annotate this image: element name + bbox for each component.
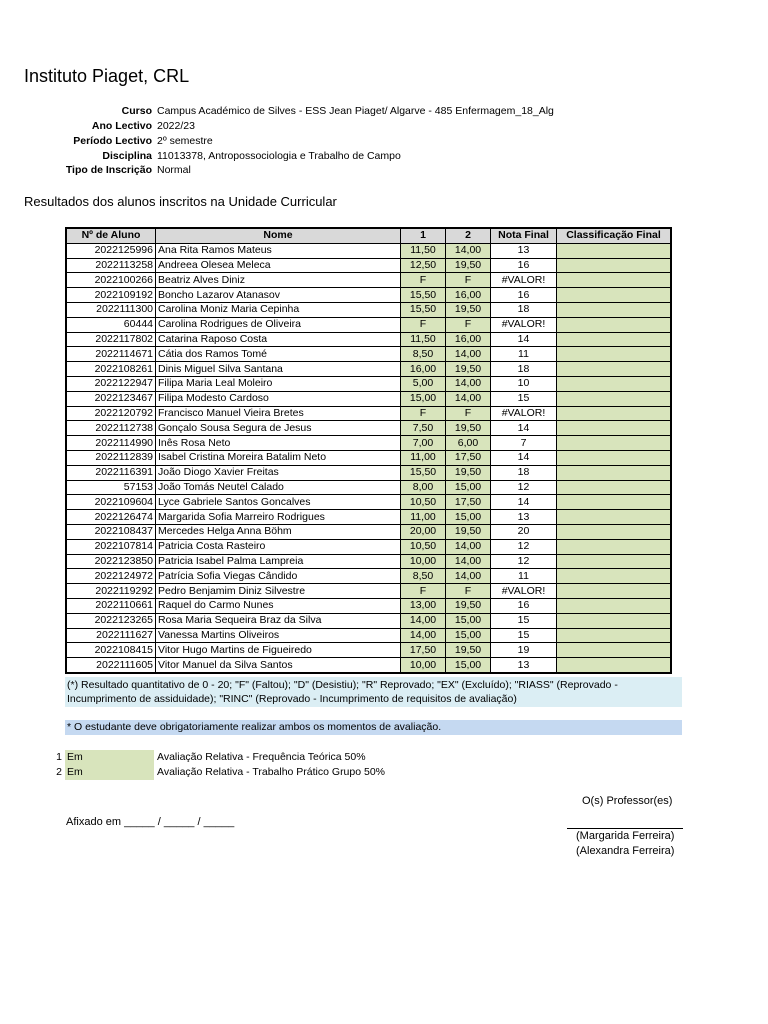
- final-classification: [557, 510, 671, 525]
- table-row: [67, 510, 671, 525]
- final-grade: 16: [491, 288, 557, 303]
- professor-title: O(s) Professor(es): [582, 795, 673, 807]
- grade-2: 14,00: [446, 554, 491, 569]
- assessment-number: 1: [56, 751, 62, 763]
- student-name: Ana Rita Ramos Mateus: [156, 243, 401, 258]
- student-number: 2022114990: [67, 436, 156, 451]
- grade-1: 17,50: [401, 643, 446, 658]
- assessment-em-cell: Em: [65, 765, 154, 780]
- grade-1: 14,00: [401, 628, 446, 643]
- final-classification: [557, 376, 671, 391]
- student-number: 2022112839: [67, 450, 156, 465]
- grade-1: 8,00: [401, 480, 446, 495]
- table-row: [67, 332, 671, 347]
- section-subtitle: Resultados dos alunos inscritos na Unidade Curricular: [24, 194, 337, 209]
- grade-1: 14,00: [401, 613, 446, 628]
- final-classification: [557, 554, 671, 569]
- final-grade: 18: [491, 362, 557, 377]
- final-grade: 14: [491, 495, 557, 510]
- grade-2: 17,50: [446, 495, 491, 510]
- table-row: [67, 628, 671, 643]
- grade-2: 6,00: [446, 436, 491, 451]
- grade-1: 13,00: [401, 598, 446, 613]
- grade-1: 11,50: [401, 243, 446, 258]
- info-label: Período Lectivo: [73, 135, 152, 147]
- table-row: [67, 554, 671, 569]
- column-header-2: 2: [446, 229, 491, 244]
- final-grade: 15: [491, 391, 557, 406]
- final-classification: [557, 658, 671, 673]
- assessment-row: [0, 750, 768, 765]
- final-grade: 11: [491, 347, 557, 362]
- final-classification: [557, 243, 671, 258]
- student-name: Patrícia Sofia Viegas Cândido: [156, 569, 401, 584]
- student-number: 2022109192: [67, 288, 156, 303]
- table-row: [67, 288, 671, 303]
- student-name: Vanessa Martins Oliveiros: [156, 628, 401, 643]
- final-grade: 12: [491, 554, 557, 569]
- student-name: Lyce Gabriele Santos Goncalves: [156, 495, 401, 510]
- grade-2: 14,00: [446, 569, 491, 584]
- grade-2: F: [446, 273, 491, 288]
- table-row: [67, 362, 671, 377]
- student-name: Mercedes Helga Anna Böhm: [156, 524, 401, 539]
- table-row: [67, 302, 671, 317]
- student-name: Carolina Rodrigues de Oliveira: [156, 317, 401, 332]
- student-name: Patricia Costa Rasteiro: [156, 539, 401, 554]
- student-name: Francisco Manuel Vieira Bretes: [156, 406, 401, 421]
- student-number: 2022119292: [67, 584, 156, 599]
- student-name: Filipa Maria Leal Moleiro: [156, 376, 401, 391]
- table-row: [67, 376, 671, 391]
- table-row: [67, 391, 671, 406]
- final-classification: [557, 524, 671, 539]
- grade-1: F: [401, 584, 446, 599]
- grade-1: 11,00: [401, 510, 446, 525]
- student-name: Gonçalo Sousa Segura de Jesus: [156, 421, 401, 436]
- student-number: 2022107814: [67, 539, 156, 554]
- table-row: [67, 524, 671, 539]
- final-grade: 16: [491, 598, 557, 613]
- student-name: Raquel do Carmo Nunes: [156, 598, 401, 613]
- final-classification: [557, 347, 671, 362]
- grade-1: 8,50: [401, 347, 446, 362]
- grade-2: 19,50: [446, 421, 491, 436]
- grade-2: 14,00: [446, 376, 491, 391]
- student-name: João Tomás Neutel Calado: [156, 480, 401, 495]
- grade-1: 11,50: [401, 332, 446, 347]
- final-classification: [557, 332, 671, 347]
- table-row: [67, 613, 671, 628]
- final-grade: 14: [491, 450, 557, 465]
- student-number: 2022124972: [67, 569, 156, 584]
- student-number: 2022100266: [67, 273, 156, 288]
- final-classification: [557, 273, 671, 288]
- grade-2: 19,50: [446, 362, 491, 377]
- signature-line: [567, 828, 683, 829]
- grade-2: 14,00: [446, 243, 491, 258]
- student-name: Pedro Benjamim Diniz Silvestre: [156, 584, 401, 599]
- student-number: 2022112738: [67, 421, 156, 436]
- grade-2: 14,00: [446, 347, 491, 362]
- afixado-date-line: Afixado em _____ / _____ / _____: [66, 816, 235, 828]
- table-row: [67, 598, 671, 613]
- student-name: Catarina Raposo Costa: [156, 332, 401, 347]
- table-body: [67, 243, 671, 672]
- grade-1: 7,50: [401, 421, 446, 436]
- grade-1: F: [401, 406, 446, 421]
- student-name: Patricia Isabel Palma Lampreia: [156, 554, 401, 569]
- student-number: 2022108415: [67, 643, 156, 658]
- grade-1: 11,00: [401, 450, 446, 465]
- student-name: Rosa Maria Sequeira Braz da Silva: [156, 613, 401, 628]
- final-grade: 15: [491, 628, 557, 643]
- grade-2: F: [446, 584, 491, 599]
- student-number: 2022116391: [67, 465, 156, 480]
- legend-box: [65, 677, 682, 707]
- grade-1: 10,00: [401, 658, 446, 673]
- table-row: [67, 658, 671, 673]
- assessment-number: 2: [56, 766, 62, 778]
- final-classification: [557, 628, 671, 643]
- final-classification: [557, 391, 671, 406]
- final-classification: [557, 643, 671, 658]
- grade-1: 8,50: [401, 569, 446, 584]
- student-number: 2022111605: [67, 658, 156, 673]
- final-grade: 16: [491, 258, 557, 273]
- grade-2: 15,00: [446, 628, 491, 643]
- table-row: [67, 258, 671, 273]
- table-row: [67, 273, 671, 288]
- student-number: 2022108261: [67, 362, 156, 377]
- grade-1: F: [401, 273, 446, 288]
- table-row: [67, 569, 671, 584]
- final-grade: 20: [491, 524, 557, 539]
- grade-2: 15,00: [446, 613, 491, 628]
- final-classification: [557, 495, 671, 510]
- table-row: [67, 317, 671, 332]
- final-grade: 10: [491, 376, 557, 391]
- final-grade: #VALOR!: [491, 406, 557, 421]
- student-name: João Diogo Xavier Freitas: [156, 465, 401, 480]
- final-classification: [557, 480, 671, 495]
- student-name: Carolina Moniz Maria Cepinha: [156, 302, 401, 317]
- grade-2: F: [446, 317, 491, 332]
- grade-1: 10,00: [401, 554, 446, 569]
- final-classification: [557, 569, 671, 584]
- info-value: Campus Académico de Silves - ESS Jean Piaget/ Algarve - 485 Enfermagem_18_Alg: [157, 105, 554, 117]
- assessment-description: Avaliação Relativa - Frequência Teórica 50%: [157, 751, 366, 763]
- student-name: Vitor Manuel da Silva Santos: [156, 658, 401, 673]
- grade-1: 10,50: [401, 495, 446, 510]
- grade-1: 5,00: [401, 376, 446, 391]
- grade-1: 7,00: [401, 436, 446, 451]
- final-grade: 7: [491, 436, 557, 451]
- final-grade: 15: [491, 613, 557, 628]
- table-row: [67, 406, 671, 421]
- grade-2: 19,50: [446, 302, 491, 317]
- final-classification: [557, 317, 671, 332]
- student-name: Boncho Lazarov Atanasov: [156, 288, 401, 303]
- final-grade: 11: [491, 569, 557, 584]
- student-name: Vitor Hugo Martins de Figueiredo: [156, 643, 401, 658]
- student-number: 2022110661: [67, 598, 156, 613]
- final-grade: #VALOR!: [491, 584, 557, 599]
- final-grade: 12: [491, 480, 557, 495]
- table-row: [67, 465, 671, 480]
- student-name: Inês Rosa Neto: [156, 436, 401, 451]
- student-number: 2022123265: [67, 613, 156, 628]
- grade-1: 16,00: [401, 362, 446, 377]
- student-number: 2022117802: [67, 332, 156, 347]
- table-row: [67, 347, 671, 362]
- student-number: 57153: [67, 480, 156, 495]
- final-classification: [557, 362, 671, 377]
- grade-1: F: [401, 317, 446, 332]
- table-header-row: [67, 229, 671, 244]
- grade-1: 10,50: [401, 539, 446, 554]
- student-number: 2022123850: [67, 554, 156, 569]
- final-classification: [557, 584, 671, 599]
- final-classification: [557, 302, 671, 317]
- table-row: [67, 480, 671, 495]
- column-header-1: 1: [401, 229, 446, 244]
- grade-2: 16,00: [446, 288, 491, 303]
- table-row: [67, 643, 671, 658]
- info-value: Normal: [157, 164, 191, 176]
- final-classification: [557, 258, 671, 273]
- final-grade: 18: [491, 302, 557, 317]
- grade-2: 14,00: [446, 391, 491, 406]
- student-number: 2022122947: [67, 376, 156, 391]
- column-header-nome: Nome: [156, 229, 401, 244]
- final-grade: 13: [491, 510, 557, 525]
- grade-2: 16,00: [446, 332, 491, 347]
- grade-1: 20,00: [401, 524, 446, 539]
- final-classification: [557, 288, 671, 303]
- evaluation-note: * O estudante deve obrigatoriamente realizar ambos os momentos de avaliação.: [65, 720, 682, 735]
- final-classification: [557, 539, 671, 554]
- student-number: 2022111627: [67, 628, 156, 643]
- legend-line: Incumprimento de assiduidade); "RINC" (Reprovado - Incumprimento de requisitos de avaliação): [67, 693, 517, 705]
- student-number: 2022114671: [67, 347, 156, 362]
- grade-2: 19,50: [446, 643, 491, 658]
- final-classification: [557, 436, 671, 451]
- page-title: Instituto Piaget, CRL: [24, 66, 190, 86]
- student-name: Isabel Cristina Moreira Batalim Neto: [156, 450, 401, 465]
- grade-2: 19,50: [446, 598, 491, 613]
- professor-name: (Margarida Ferreira): [576, 830, 675, 842]
- student-name: Cátia dos Ramos Tomé: [156, 347, 401, 362]
- student-name: Filipa Modesto Cardoso: [156, 391, 401, 406]
- final-grade: 14: [491, 332, 557, 347]
- grade-2: 17,50: [446, 450, 491, 465]
- grade-2: F: [446, 406, 491, 421]
- table-row: [67, 243, 671, 258]
- final-grade: #VALOR!: [491, 317, 557, 332]
- final-grade: 18: [491, 465, 557, 480]
- final-grade: 14: [491, 421, 557, 436]
- table-row: [67, 436, 671, 451]
- grade-2: 15,00: [446, 510, 491, 525]
- grade-1: 12,50: [401, 258, 446, 273]
- grade-1: 15,50: [401, 465, 446, 480]
- final-grade: #VALOR!: [491, 273, 557, 288]
- grade-2: 15,00: [446, 480, 491, 495]
- table-row: [67, 421, 671, 436]
- grade-1: 15,50: [401, 302, 446, 317]
- final-classification: [557, 613, 671, 628]
- student-name: Andreea Olesea Meleca: [156, 258, 401, 273]
- table-row: [67, 495, 671, 510]
- table-row: [67, 584, 671, 599]
- legend-line: (*) Resultado quantitativo de 0 - 20; "F" (Faltou); "D" (Desistiu); "R" Reprovado; "EX" (Excluído); "RIASS" (Reprovado -: [67, 679, 618, 691]
- final-grade: 13: [491, 658, 557, 673]
- info-value: 2º semestre: [157, 135, 213, 147]
- student-number: 2022109604: [67, 495, 156, 510]
- table-row: [67, 450, 671, 465]
- assessment-row: [0, 765, 768, 780]
- final-grade: 13: [491, 243, 557, 258]
- final-grade: 19: [491, 643, 557, 658]
- column-header-nota-final: Nota Final: [491, 229, 557, 244]
- column-header-numero: Nº de Aluno: [67, 229, 156, 244]
- final-grade: 12: [491, 539, 557, 554]
- info-label: Tipo de Inscrição: [65, 164, 152, 176]
- grade-2: 14,00: [446, 539, 491, 554]
- student-number: 60444: [67, 317, 156, 332]
- info-label: Ano Lectivo: [91, 120, 152, 132]
- final-classification: [557, 450, 671, 465]
- results-table: [66, 228, 671, 673]
- column-header-classificacao-final: Classificação Final: [557, 229, 671, 244]
- student-number: 2022123467: [67, 391, 156, 406]
- grade-2: 15,00: [446, 658, 491, 673]
- final-classification: [557, 465, 671, 480]
- final-classification: [557, 406, 671, 421]
- student-name: Beatriz Alves Diniz: [156, 273, 401, 288]
- info-value: 11013378, Antropossociologia e Trabalho de Campo: [157, 150, 401, 162]
- grade-1: 15,50: [401, 288, 446, 303]
- grade-1: 15,00: [401, 391, 446, 406]
- professor-name: (Alexandra Ferreira): [576, 845, 675, 857]
- final-classification: [557, 421, 671, 436]
- student-number: 2022126474: [67, 510, 156, 525]
- final-classification: [557, 598, 671, 613]
- grade-2: 19,50: [446, 258, 491, 273]
- table-row: [67, 539, 671, 554]
- student-number: 2022120792: [67, 406, 156, 421]
- info-value: 2022/23: [157, 120, 195, 132]
- assessment-description: Avaliação Relativa - Trabalho Prático Grupo 50%: [157, 766, 386, 778]
- assessment-em-cell: Em: [65, 750, 154, 765]
- info-label: Curso: [121, 105, 152, 117]
- grade-2: 19,50: [446, 524, 491, 539]
- student-name: Margarida Sofia Marreiro Rodrigues: [156, 510, 401, 525]
- grade-2: 19,50: [446, 465, 491, 480]
- student-number: 2022113258: [67, 258, 156, 273]
- student-number: 2022125996: [67, 243, 156, 258]
- student-name: Dinis Miguel Silva Santana: [156, 362, 401, 377]
- student-number: 2022108437: [67, 524, 156, 539]
- info-label: Disciplina: [102, 150, 152, 162]
- student-number: 2022111300: [67, 302, 156, 317]
